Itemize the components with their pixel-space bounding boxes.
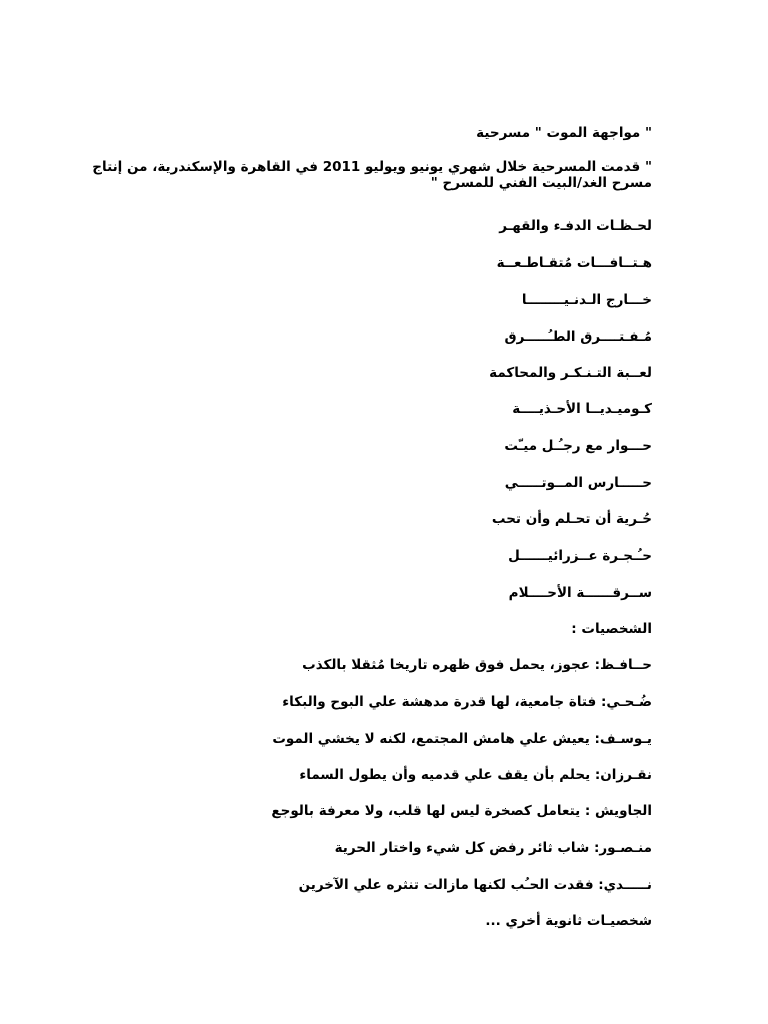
character-entry: الجاويش : يتعامل كصخرة ليس لها قلب، ولا معرفة بالوجع: [271, 803, 652, 819]
scene-title: لعــبة التـنـكـر والمحاكمة: [489, 365, 652, 381]
character-entry: نقـرزان: يحلم بأن يقف علي قدميه وأن يطول السماء: [299, 767, 652, 783]
character-entry: منـصـور: شاب ثائر رفض كل شيء واختار الحرية: [334, 840, 652, 856]
scene-title: ســرقــــــة الأحــــلام: [508, 585, 652, 601]
scene-title: خـــارج الـدنـيــــــــا: [521, 292, 652, 308]
character-entry: يـوسـف: يعيش علي هامش المجتمع، لكنه لا يخشي الموت: [272, 731, 652, 747]
scene-title: حُـرية أن تحـلم وأن تحب: [491, 511, 652, 527]
characters-heading: الشخصيات :: [571, 621, 652, 637]
character-entry: حــافـظ: عجوز، يحمل فوق ظهره تاريخا مُثقلا بالكذب: [302, 657, 652, 673]
scene-title: هـتــافـــات مُتقـاطـعــة: [496, 255, 652, 271]
scene-title: كـوميـديــا الأحـذيــــة: [512, 401, 652, 417]
play-title: " مواجهة الموت " مسرحية: [476, 125, 652, 141]
scene-title: حـــــارس المــوتـــــي: [504, 475, 652, 491]
character-entry: شخصيـات ثانوية أخري ...: [485, 913, 652, 929]
character-entry: ضُـحـي: فتاة جامعية، لها قدرة مدهشة علي البوح والبكاء: [282, 694, 652, 710]
scene-title: حـُـجـرة عــزرائيــــــل: [508, 548, 652, 564]
scene-title: لحـظـات الدفـء والقهـر: [499, 218, 652, 234]
scene-title: حـــوار مع رجـُـل ميـّت: [504, 438, 652, 454]
production-note: " قدمت المسرحية خلال شهري يونيو ويوليو 2011 في القاهرة والإسكندرية، من إنتاج مسرح الغد/البيت الفني للمسرح ": [92, 159, 652, 191]
character-entry: نـــــدي: فقدت الحـُب لكنها مازالت تنثره علي الآخرين: [298, 877, 652, 893]
scene-title: مُـفـتــــرق الطـُـــــرق: [504, 329, 652, 345]
